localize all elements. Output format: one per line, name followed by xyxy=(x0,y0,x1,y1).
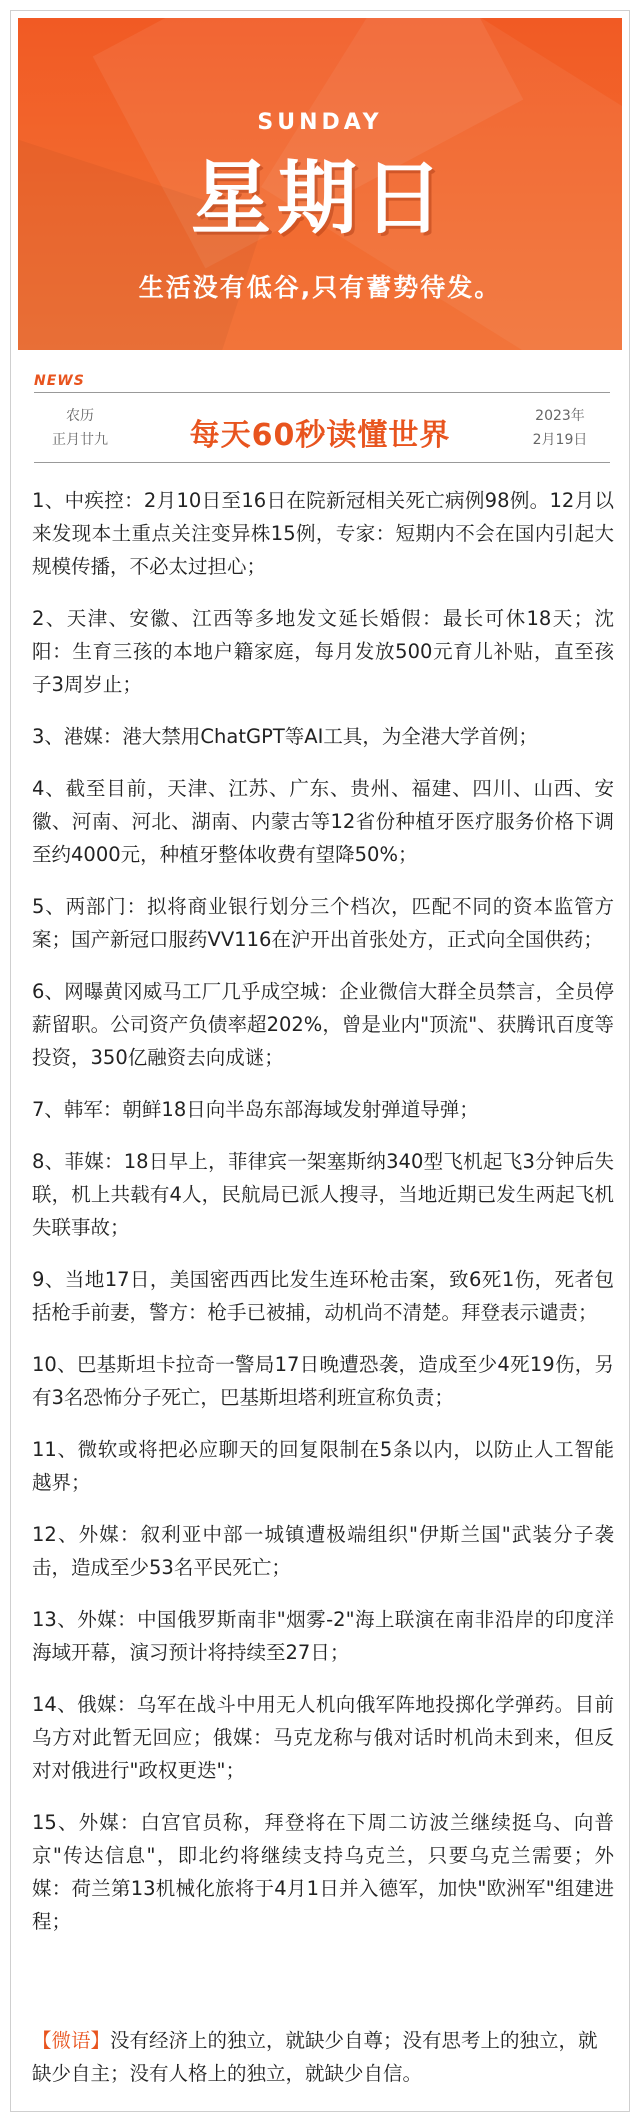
news-item: 14、俄媒：乌军在战斗中用无人机向俄军阵地投掷化学弹药。目前乌方对此暂无回应；俄媒：马克龙称与俄对话时机尚未到来，但反对对俄进行"政权更迭"； xyxy=(32,1693,614,1782)
news-item: 7、韩军：朝鲜18日向半岛东部海域发射弹道导弹； xyxy=(32,1098,479,1121)
news-tag: NEWS xyxy=(34,373,85,389)
header-banner xyxy=(18,18,622,350)
daily-quote xyxy=(32,2024,614,2090)
banner-slogan: 生活没有低谷,只有蓄势待发。 xyxy=(138,273,502,302)
news-item: 4、截至目前，天津、江苏、广东、贵州、福建、四川、山西、安徽、河南、河北、湖南、内蒙古等12省份种植牙医疗服务价格下调至约4000元，种植牙整体收费有望降50%； xyxy=(32,777,614,866)
lunar-date: 正月廿九 xyxy=(52,432,108,448)
banner-title: 星期日 xyxy=(191,152,449,245)
news-item: 1、中疾控：2月10日至16日在院新冠相关死亡病例98例。12月以来发现本土重点关注变异株15例，专家：短期内不会在国内引起大规模传播，不必太过担心； xyxy=(32,489,614,578)
news-item: 5、两部门：拟将商业银行划分三个档次，匹配不同的资本监管方案；国产新冠口服药VV116在沪开出首张处方，正式向全国供药； xyxy=(32,895,614,951)
lunar-label: 农历 xyxy=(66,408,94,424)
news-list xyxy=(32,484,614,1957)
lunar-calendar xyxy=(30,404,130,452)
news-item: 10、巴基斯坦卡拉奇一警局17日晚遭恐袭，造成至少4死19伤，另有3名恐怖分子死亡，巴基斯坦塔利班宣称负责； xyxy=(32,1353,614,1409)
date-year: 2023年 xyxy=(535,408,585,424)
news-item: 3、港媒：港大禁用ChatGPT等AI工具，为全港大学首例； xyxy=(32,725,538,748)
date-day: 2月19日 xyxy=(532,432,588,448)
news-item: 9、当地17日，美国密西西比发生连环枪击案，致6死1伤，死者包括枪手前妻，警方：枪手已被捕，动机尚不清楚。拜登表示谴责； xyxy=(32,1268,614,1324)
divider xyxy=(34,462,610,463)
news-item: 2、天津、安徽、江西等多地发文延长婚假：最长可休18天；沈阳：生育三孩的本地户籍家庭，每月发放500元育儿补贴，直至孩子3周岁止； xyxy=(32,607,614,696)
divider xyxy=(34,392,610,393)
news-item: 11、微软或将把必应聊天的回复限制在5条以内，以防止人工智能越界； xyxy=(32,1438,614,1494)
news-item: 12、外媒：叙利亚中部一城镇遭极端组织"伊斯兰国"武装分子袭击，造成至少53名平民死亡； xyxy=(32,1523,614,1579)
news-item: 13、外媒：中国俄罗斯南非"烟雾-2"海上联演在南非沿岸的印度洋海域开幕，演习预计将持续至27日； xyxy=(32,1608,614,1664)
news-item: 15、外媒：白宫官员称，拜登将在下周二访波兰继续挺乌、向普京"传达信息"，即北约将继续支持乌克兰，只要乌克兰需要；外媒：荷兰第13机械化旅将于4月1日并入德军，加快"欧洲军"组建进程； xyxy=(32,1811,614,1933)
page-headline: 每天60秒读懂世界 xyxy=(189,418,451,453)
quote-text: 没有经济上的独立，就缺少自尊；没有思考上的独立，就缺少自主；没有人格上的独立，就缺少自信。 xyxy=(32,2029,598,2085)
gregorian-date xyxy=(510,404,610,452)
news-item: 8、菲媒：18日早上，菲律宾一架塞斯纳340型飞机起飞3分钟后失联，机上共载有4人，民航局已派人搜寻，当地近期已发生两起飞机失联事故； xyxy=(32,1150,614,1239)
news-item: 6、网曝黄冈威马工厂几乎成空城：企业微信大群全员禁言，全员停薪留职。公司资产负债率超202%，曾是业内"顶流"、获腾讯百度等投资，350亿融资去向成谜； xyxy=(32,980,614,1069)
quote-tag: 【微语】 xyxy=(32,2029,111,2052)
banner-subtitle: SUNDAY xyxy=(257,110,383,135)
